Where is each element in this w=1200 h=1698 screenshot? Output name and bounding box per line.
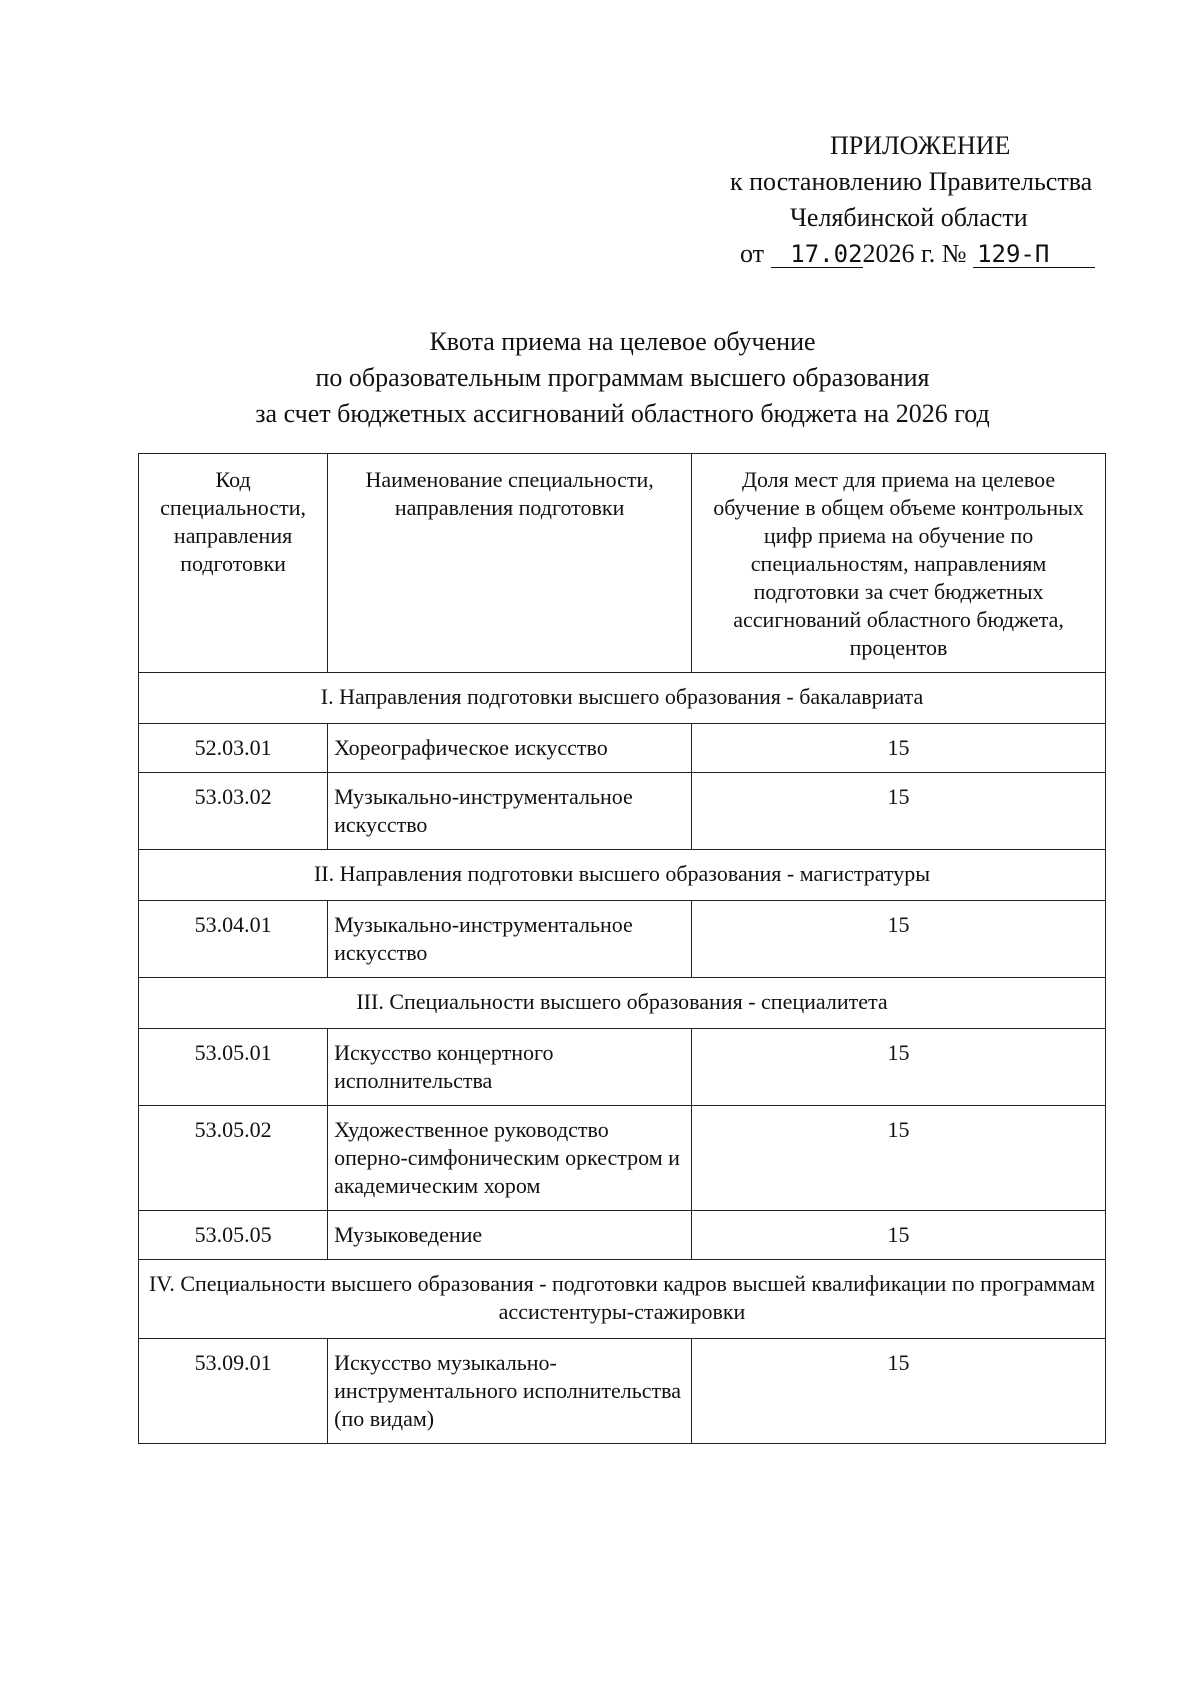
row-name: Музыкально-инструментальное искусство bbox=[328, 901, 692, 978]
header-code: Код специальности, направления подготовки bbox=[139, 454, 328, 673]
table-row bbox=[139, 724, 1106, 773]
row-code: 53.03.02 bbox=[139, 773, 328, 850]
appendix-block bbox=[700, 128, 1140, 272]
row-share: 15 bbox=[692, 1211, 1106, 1260]
header-name: Наименование специальности, направления подготовки bbox=[328, 454, 692, 673]
row-name: Хореографическое искусство bbox=[328, 724, 692, 773]
row-code: 53.05.02 bbox=[139, 1106, 328, 1211]
appendix-region: Челябинской области bbox=[790, 203, 1028, 232]
header-share: Доля мест для приема на целевое обучение в общем объеме контрольных цифр приема на обучение по специальностям, направлениям подготовки за счет бюджетных ассигнований областного бюджета, процентов bbox=[692, 454, 1106, 673]
table-row bbox=[139, 1339, 1106, 1444]
row-code: 52.03.01 bbox=[139, 724, 328, 773]
row-code: 53.09.01 bbox=[139, 1339, 328, 1444]
table-header-row bbox=[139, 454, 1106, 673]
appendix-reference: к постановлению Правительства bbox=[730, 167, 1093, 196]
table-row bbox=[139, 901, 1106, 978]
row-name: Художественное руководство оперно-симфоническим оркестром и академическим хором bbox=[328, 1106, 692, 1211]
table-row bbox=[139, 1211, 1106, 1260]
row-code: 53.05.01 bbox=[139, 1029, 328, 1106]
table-row bbox=[139, 773, 1106, 850]
row-code: 53.05.05 bbox=[139, 1211, 328, 1260]
appendix-date-line bbox=[700, 236, 1140, 272]
row-name: Искусство музыкально-инструментального исполнительства (по видам) bbox=[328, 1339, 692, 1444]
row-share: 15 bbox=[692, 901, 1106, 978]
appendix-title: ПРИЛОЖЕНИЕ bbox=[830, 131, 1011, 160]
row-share: 15 bbox=[692, 1029, 1106, 1106]
section-row bbox=[139, 1260, 1106, 1339]
year-text: 2026 г. № bbox=[862, 239, 967, 268]
row-name: Музыкально-инструментальное искусство bbox=[328, 773, 692, 850]
document-heading bbox=[130, 324, 1115, 432]
heading-line-1: Квота приема на целевое обучение bbox=[429, 327, 816, 356]
row-share: 15 bbox=[692, 773, 1106, 850]
row-code: 53.04.01 bbox=[139, 901, 328, 978]
heading-line-2: по образовательным программам высшего образования bbox=[315, 363, 930, 392]
quota-table bbox=[138, 453, 1106, 1444]
section-title: I. Направления подготовки высшего образования - бакалавриата bbox=[139, 673, 1106, 724]
row-share: 15 bbox=[692, 724, 1106, 773]
section-row bbox=[139, 850, 1106, 901]
section-row bbox=[139, 673, 1106, 724]
row-name: Искусство концертного исполнительства bbox=[328, 1029, 692, 1106]
section-title: II. Направления подготовки высшего образования - магистратуры bbox=[139, 850, 1106, 901]
table-row bbox=[139, 1106, 1106, 1211]
table-row bbox=[139, 1029, 1106, 1106]
handwritten-date: 17.02 bbox=[771, 241, 863, 268]
row-share: 15 bbox=[692, 1106, 1106, 1211]
row-share: 15 bbox=[692, 1339, 1106, 1444]
section-title: III. Специальности высшего образования - специалитета bbox=[139, 978, 1106, 1029]
section-row bbox=[139, 978, 1106, 1029]
date-prefix: от bbox=[740, 239, 765, 268]
heading-line-3: за счет бюджетных ассигнований областного бюджета на 2026 год bbox=[255, 399, 990, 428]
row-name: Музыковедение bbox=[328, 1211, 692, 1260]
section-title: IV. Специальности высшего образования - подготовки кадров высшей квалификации по программам ассистентуры-стажировки bbox=[139, 1260, 1106, 1339]
handwritten-number: 129-П bbox=[973, 241, 1095, 268]
